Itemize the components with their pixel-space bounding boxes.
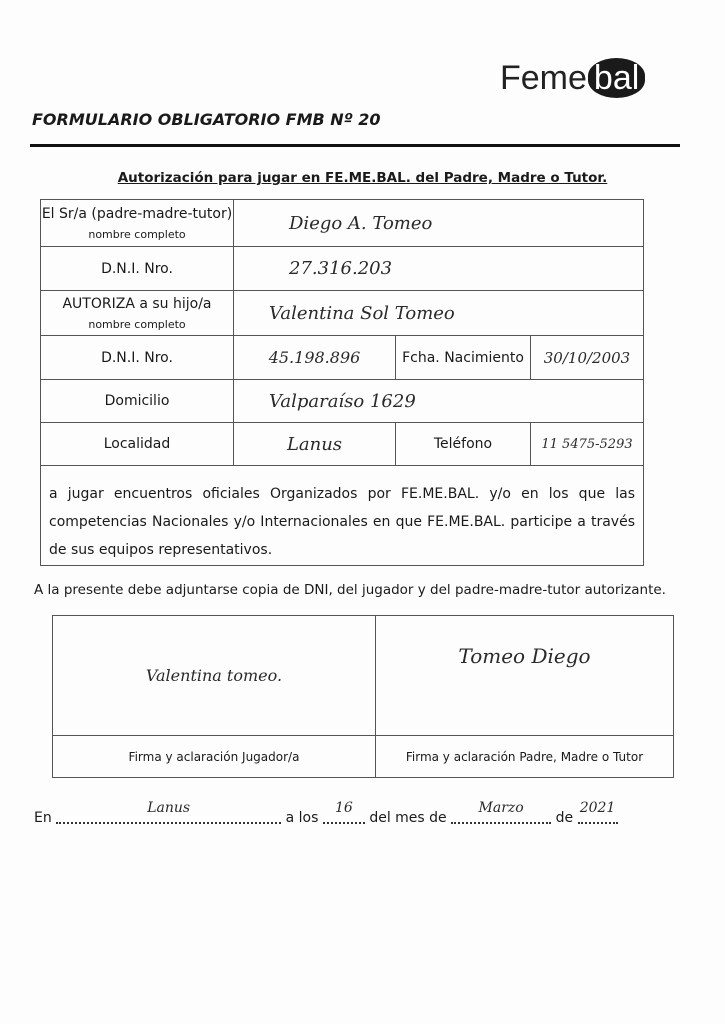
year-label: de [555, 810, 574, 826]
month-label: del mes de [369, 810, 447, 826]
tutor-label: El Sr/a (padre-madre-tutor) [41, 205, 233, 222]
day-label: a los [285, 810, 319, 826]
child-dni-label: D.N.I. Nro. [40, 335, 234, 380]
day-field[interactable] [323, 800, 365, 824]
child-label: AUTORIZA a su hijo/a [62, 295, 212, 312]
child-dni-field[interactable]: 45.198.896 [233, 335, 396, 380]
player-signature-area[interactable]: Valentina tomeo. [52, 615, 376, 736]
header-divider [30, 144, 680, 147]
city-label: Localidad [40, 422, 234, 466]
child-label-cell [40, 290, 234, 336]
player-signature-label: Firma y aclaración Jugador/a [52, 735, 376, 778]
form-title: FORMULARIO OBLIGATORIO FMB Nº 20 [32, 110, 381, 129]
city-field[interactable]: Lanus [233, 422, 396, 466]
year-field[interactable] [578, 800, 618, 824]
tutor-sublabel: nombre completo [88, 227, 186, 241]
month-field[interactable] [451, 800, 551, 824]
place-value: Lanus [147, 800, 191, 816]
attachment-note: A la presente debe adjuntarse copia de DNI, del jugador y del padre-madre-tutor autorizante. [34, 582, 666, 598]
birth-date-label: Fcha. Nacimiento [395, 335, 531, 380]
tutor-signature-area[interactable]: Tomeo Diego [375, 615, 674, 736]
phone-field[interactable]: 11 5475-5293 [530, 422, 644, 466]
day-value: 16 [334, 800, 353, 816]
femebal-logo [500, 58, 645, 98]
phone-label: Teléfono [395, 422, 531, 466]
place-field[interactable] [56, 800, 281, 824]
month-value: Marzo [478, 800, 524, 816]
tutor-dni-field[interactable]: 27.316.203 [233, 246, 644, 291]
form-subtitle: Autorización para jugar en FE.ME.BAL. del Padre, Madre o Tutor. [117, 170, 608, 186]
year-value: 2021 [579, 800, 616, 816]
address-label: Domicilio [40, 379, 234, 423]
logo-text: Feme [500, 58, 587, 97]
child-name-field[interactable]: Valentina Sol Tomeo [233, 290, 644, 336]
tutor-label-cell [40, 199, 234, 247]
address-field[interactable]: Valparaíso 1629 [233, 379, 644, 423]
tutor-name-field[interactable]: Diego A. Tomeo [233, 199, 644, 247]
child-sublabel: nombre completo [88, 317, 186, 331]
tutor-dni-label: D.N.I. Nro. [40, 246, 234, 291]
logo-badge: bal [588, 58, 645, 98]
en-label: En [34, 810, 52, 826]
birth-date-field[interactable]: 30/10/2003 [530, 335, 644, 380]
authorization-text: a jugar encuentros oficiales Organizados por FE.ME.BAL. y/o en los que las competencias Nacionales y/o Internacionales en que FE.ME.BAL. participe a través de sus equipos representativos. [40, 465, 644, 566]
date-line [34, 800, 618, 826]
tutor-signature-label: Firma y aclaración Padre, Madre o Tutor [375, 735, 674, 778]
